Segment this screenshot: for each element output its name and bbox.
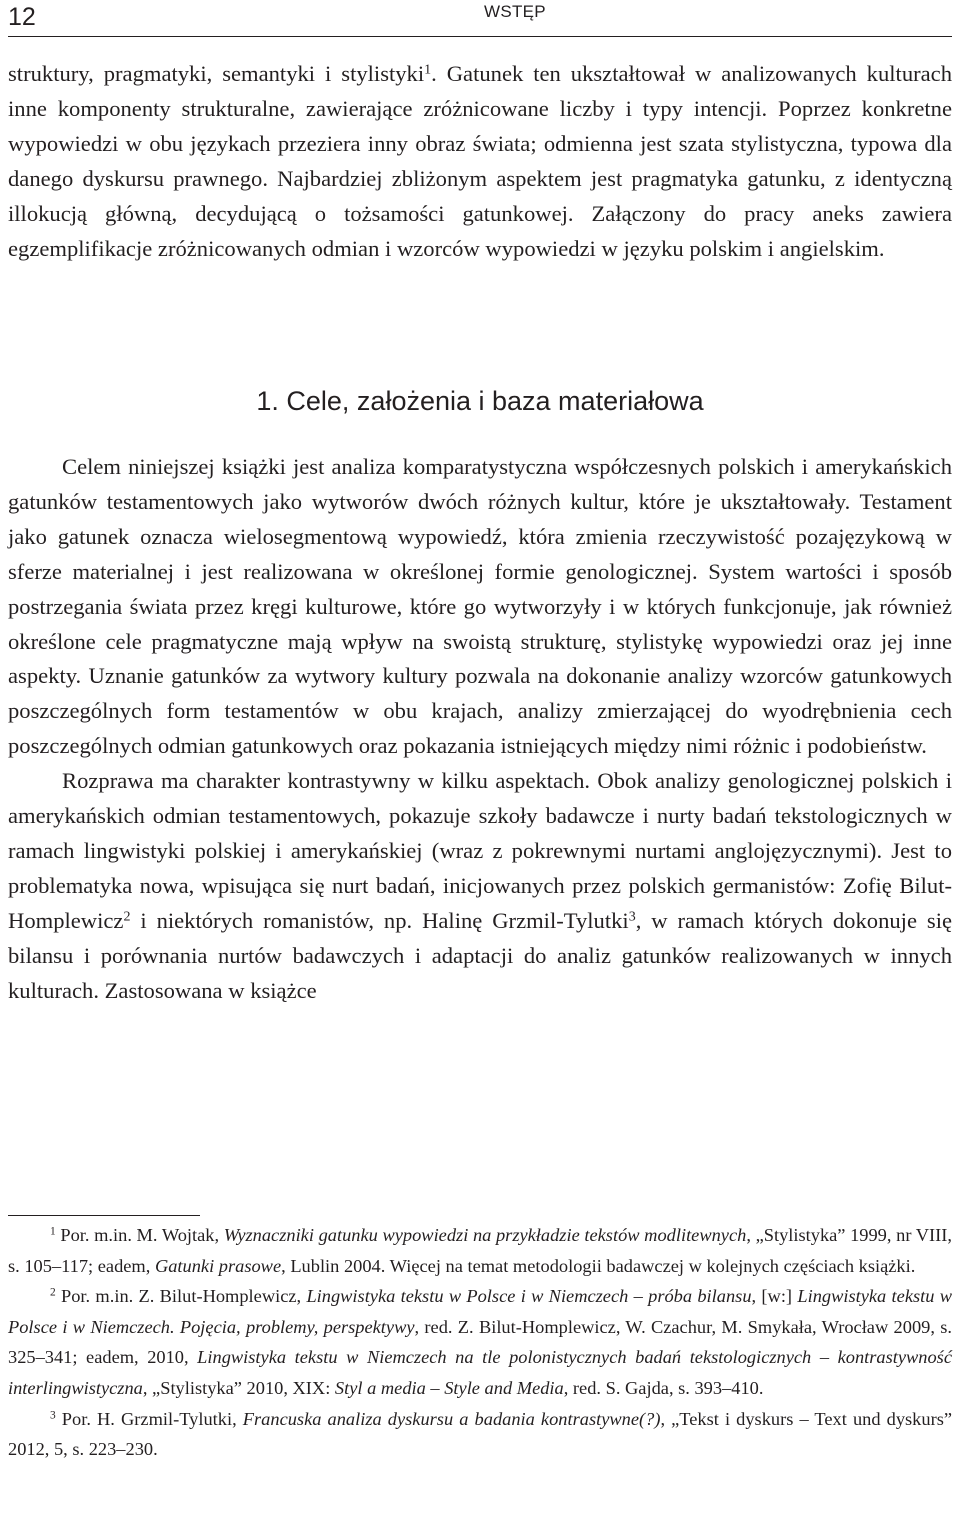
footnote-ref-2: 2 xyxy=(123,909,131,925)
section-body xyxy=(8,450,952,1009)
section-paragraph-2 xyxy=(8,764,952,1008)
section-heading: 1. Cele, założenia i baza materiałowa xyxy=(256,386,704,416)
footnote-divider xyxy=(8,1215,200,1216)
footnote-1-text-a: Por. m.in. M. Wojtak, xyxy=(55,1225,224,1245)
paragraph-2-part-2: i niektórych romanistów, np. Halinę Grzmil-Tylutki xyxy=(130,907,629,933)
footnote-1-text-c: , „Stylistyka” 1999, nr VIII, s. 105–117; eadem, xyxy=(8,1225,952,1276)
paragraph-2-part-1: Rozprawa ma charakter kontrastywny w kilku aspektach. Obok analizy genologicznej polskich i amerykańskich odmian testamentowych, pokazuje szkoły badawcze i nurty badań tekstologicznych w ramach lingwistyki polskiej i amerykańskiej (wraz z pokrewnymi nurtami anglojęzycznymi). Jest to problematyka nowa, wpisująca się nurt badań, inicjowanych przez polskich germanistów: Zofię Bilut-Homplewicz xyxy=(8,768,952,933)
footnote-3-number: 3 xyxy=(50,1409,56,1422)
footnotes xyxy=(8,1220,952,1465)
page-header xyxy=(8,0,952,37)
footnote-2-text-g: , „Stylistyka” 2010, XIX: xyxy=(142,1377,335,1398)
section-paragraph-1: Celem niniejszej książki jest analiza komparatystyczna współczesnych polskich i amerykańskich gatunków testamentowych jako wytworów dwóch różnych kultur, które je ukształtowały. Testament jako gatunek oznacza wielosegmentową wypowiedź, która zmienia rzeczywistość pozajęzykową w sferze materialnej i jest realizowana w określonej formie genologicznej. System wartości i sposób postrzegania świata przez kręgi kulturowe, które go wytworzyły i w których funkcjonuje, jak również określone cele pragmatyczne mają wpływ na swoistą strukturę, stylistykę wypowiedzi oraz jej inne aspekty. Uznanie gatunków za wytwory kultury pozwala na dokonanie analizy wzorców gatunkowych poszczególnych form testamentów w obu krajach, analizy zmierzającej do wyodrębnienia cech poszczególnych odmian gatunkowych oraz pokazania istniejących między nimi różnic i podobieństw. xyxy=(8,454,952,759)
footnote-2 xyxy=(8,1281,952,1403)
intro-paragraph xyxy=(8,57,952,266)
footnote-1-text-e: , Lublin 2004. Więcej na temat metodologii badawczej w kolejnych częściach książki. xyxy=(281,1255,916,1276)
footnote-2-text-i: , red. S. Gajda, s. 393–410. xyxy=(563,1377,764,1398)
page-number: 12 xyxy=(8,3,36,31)
intro-text-end: . Gatunek ten ukształtował w analizowanych kulturach inne komponenty strukturalne, zawierające zróżnicowane liczby i typy intencji. Poprzez konkretne wypowiedzi w obu językach przeziera inny obraz świata; odmienna jest szata stylistyczna, typowa dla danego dyskursu prawnego. Najbardziej zbliżonym aspektem jest pragmatyka gatunku, z identyczną illokucją główną, decydującą o tożsamości gatunkowej. Załączony do pracy aneks zawiera egzemplifikacje zróżnicowanych odmian i wzorców wypowiedzi w języku polskim i angielskim. xyxy=(8,61,952,261)
paragraph-2-part-3: , w ramach których dokonuje się bilansu i porównania nurtów badawczych i adaptacji do analiz gatunków realizowanych w innych kulturach. Zastosowana w książce xyxy=(8,907,952,1003)
footnote-1-number: 1 xyxy=(50,1225,56,1238)
footnote-ref-1: 1 xyxy=(424,62,432,78)
intro-text-start: struktury, pragmatyki, semantyki i stylistyki xyxy=(8,61,425,86)
running-head: WSTĘP xyxy=(484,2,546,21)
footnote-2-text-e: , red. Z. Bilut-Homplewicz, W. Czachur, M. Smykała, Wrocław 2009, s. 325–341; eadem, 2010, xyxy=(8,1316,952,1368)
footnote-1 xyxy=(8,1220,952,1281)
footnote-3-text-a: Por. H. Grzmil-Tylutki, xyxy=(55,1408,243,1429)
footnote-2-title-2: Lingwistyka tekstu w Polsce i w Niemczech. Pojęcia, problemy, perspektywy xyxy=(8,1286,953,1337)
footnote-2-title-1: Lingwistyka tekstu w Polsce i w Niemczech – próba bilansu xyxy=(306,1286,752,1307)
footnote-3-title-1: Francuska analiza dyskursu a badania kontrastywne(?) xyxy=(242,1408,661,1429)
footnote-2-text-c: , [w:] xyxy=(751,1286,798,1307)
footnote-2-title-4: Styl a media – Style and Media xyxy=(334,1377,564,1398)
footnote-2-title-3: Lingwistyka tekstu w Niemczech na tle polonistycznych badań tekstologicznych – kontrastywność interlingwistyczna xyxy=(8,1347,953,1398)
footnote-3-text-c: , „Tekst i dyskurs – Text und dyskurs” 2012, 5, s. 223–230. xyxy=(8,1408,953,1460)
footnote-ref-3: 3 xyxy=(628,909,636,925)
footnote-2-number: 2 xyxy=(50,1286,56,1299)
footnote-2-text-a: Por. m.in. Z. Bilut-Homplewicz, xyxy=(55,1286,307,1307)
footnote-1-title-1: Wyznaczniki gatunku wypowiedzi na przykładzie tekstów modlitewnych xyxy=(223,1225,747,1245)
footnote-3 xyxy=(8,1404,952,1465)
footnote-1-title-2: Gatunki prasowe xyxy=(154,1255,282,1276)
